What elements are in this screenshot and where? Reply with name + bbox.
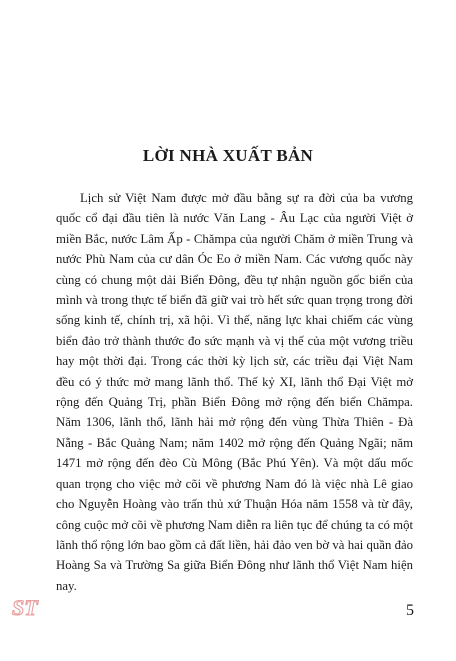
page-number: 5: [406, 602, 414, 619]
body-paragraph: Lịch sử Việt Nam được mở đầu bằng sự ra đời của ba vương quốc cổ đại đầu tiên là nước Văn Lang - Âu Lạc của người Việt ở miền Bắc, nước Lâm Ấp - Chămpa của người Chăm ở miền Trung và nước Phù Nam của cư dân Óc Eo ở miền Nam. Các vương quốc này cùng có chung một dải Biển Đông, đều tự nhận nguồn gốc biển của mình và trong thực tế biển đã giữ vai trò hết sức quan trọng trong đời sống kinh tế, chính trị, xã hội. Vì thế, năng lực khai chiếm các vùng biển đảo trở thành thước đo sức mạnh và vị thế của một vương triều hay một thời đại. Trong các thời kỳ lịch sử, các triều đại Việt Nam đều có ý thức mở mang lãnh thổ. Thế kỷ XI, lãnh thổ Đại Việt mở rộng đến Quảng Trị, phần Biển Đông mở rộng đến biển Chămpa. Năm 1306, lãnh thổ, lãnh hải mở rộng đến vùng Thừa Thiên - Đà Nẵng - Bắc Quảng Nam; năm 1402 mở rộng đến Quảng Ngãi; năm 1471 mở rộng đến đèo Cù Mông (Bắc Phú Yên). Và một dấu mốc quan trọng cho việc mở cõi về phương Nam đó là việc nhà Lê giao cho Nguyễn Hoàng vào trấn thủ xứ Thuận Hóa năm 1558 và từ đây, công cuộc mở cõi về phương Nam diễn ra liên tục để chúng ta có một lãnh thổ rộng lớn bao gồm cả đất liền, hải đảo ven bờ và hai quần đảo Hoàng Sa và Trường Sa giữa Biển Đông như lãnh thổ Việt Nam hiện nay.: [56, 191, 413, 593]
page-title: LỜI NHÀ XUẤT BẢN: [142, 146, 314, 165]
publisher-logo-icon: [10, 594, 40, 620]
publisher-logo-text: ST: [12, 595, 38, 620]
